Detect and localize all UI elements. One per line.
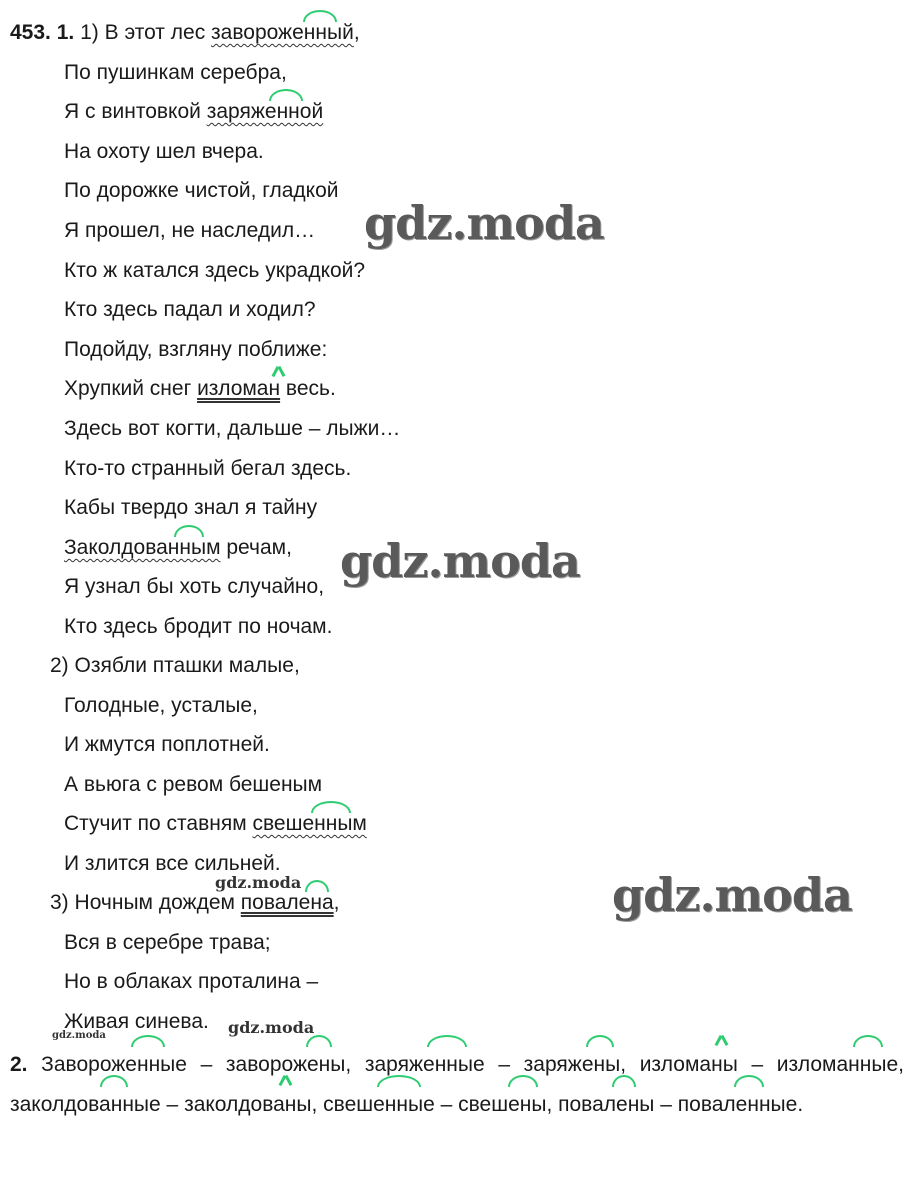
suffix-arc xyxy=(305,880,329,892)
suffix-arc xyxy=(586,1035,614,1047)
poem-line: Вся в серебре трава; xyxy=(64,931,271,954)
word-pair: заряжены xyxy=(524,1045,621,1085)
task-number: 453. xyxy=(10,21,51,44)
subtask-number: 2. xyxy=(10,1053,28,1076)
word-pair: поваленные xyxy=(678,1085,798,1125)
poem-line: Голодные, усталые, xyxy=(64,694,258,717)
word-pair: заряженные xyxy=(365,1045,485,1085)
poem-line: Кто здесь бродит по ночам. xyxy=(64,615,333,638)
suffix-arc xyxy=(303,10,337,22)
poem-line: Подойду, взгляну поближе: xyxy=(64,338,328,361)
poem-line: Хрупкий снег изломан весь. xyxy=(64,377,336,400)
poem-line: 3) Ночным дождем повалена , xyxy=(50,890,339,916)
poem-line: Я узнал бы хоть случайно, xyxy=(64,575,325,598)
poem-line: Здесь вот когти, дальше – лыжи… xyxy=(64,417,401,440)
poem-line: А вьюга с ревом бешеным xyxy=(64,773,323,796)
watermark: gdz.moda xyxy=(52,1030,106,1041)
marked-word: завороженный xyxy=(211,20,354,46)
word-pair: свешены xyxy=(458,1085,546,1125)
marked-word: изломан xyxy=(197,377,281,400)
suffix-arc xyxy=(427,1035,467,1047)
suffix-arc xyxy=(131,1035,165,1047)
marked-word: повалена xyxy=(241,890,334,916)
marked-word: заряженной xyxy=(207,99,323,125)
word-pair: изломанные xyxy=(777,1045,898,1085)
poem-line: По дорожке чистой, гладкой xyxy=(64,179,339,202)
suffix-arc xyxy=(612,1075,636,1087)
poem-label: 1) xyxy=(80,21,99,44)
poem-line: Кабы твердо знал я тайну xyxy=(64,496,318,519)
marked-word: Заколдованным xyxy=(64,535,221,561)
watermark: gdz.moda xyxy=(215,873,302,892)
poem-line: Кто ж катался здесь украдкой? xyxy=(64,259,366,282)
poem-label: 2) xyxy=(50,654,69,677)
subtask-number: 1. xyxy=(56,21,75,44)
word-pair: заворожены xyxy=(226,1045,345,1085)
suffix-arc xyxy=(269,89,303,101)
suffix-arc xyxy=(734,1075,764,1087)
task-part-2: 2. Завороженные – заворожены , заряженные – заряжены , изломаны – изломанные , заколдованные – заколдованы , свешенные – свешены , повалены – поваленные . xyxy=(10,1045,904,1125)
watermark: gdz.moda xyxy=(340,534,580,588)
watermark: gdz.moda xyxy=(612,868,852,922)
poem-line: Кто здесь падал и ходил? xyxy=(64,298,316,321)
poem-line: Я с винтовкой заряженной xyxy=(64,99,323,125)
poem-line: Но в облаках проталина – xyxy=(64,970,319,993)
poem-line: По пушинкам серебра, xyxy=(64,61,287,84)
suffix-arc xyxy=(311,801,351,813)
watermark: gdz.moda xyxy=(228,1018,315,1037)
poem-label: 3) xyxy=(50,891,69,914)
word-pair: изломаны xyxy=(639,1053,738,1076)
word-pair: повалены xyxy=(558,1085,654,1125)
poem-line: На охоту шел вчера. xyxy=(64,140,264,163)
word-pair: заколдованы xyxy=(184,1093,312,1116)
poem-line: 2) Озябли пташки малые, xyxy=(50,654,300,677)
poem-line: 453. 1. 1) В этот лес завороженный , xyxy=(10,20,360,46)
suffix-arc xyxy=(174,525,204,537)
poem-line: Я прошел, не наследил… xyxy=(64,219,316,242)
poem-line: Заколдованным речам, xyxy=(64,535,292,561)
word-pair: заколдованные xyxy=(10,1085,161,1125)
poem-line: Кто-то странный бегал здесь. xyxy=(64,457,352,480)
word-pair: свешенные xyxy=(323,1085,435,1125)
suffix-arc xyxy=(853,1035,883,1047)
poem-line: И жмутся поплотней. xyxy=(64,733,270,756)
watermark: gdz.moda xyxy=(364,196,604,250)
poem-line: Живая синева. xyxy=(64,1010,209,1033)
word-pair: Завороженные xyxy=(41,1045,187,1085)
poem-line: Стучит по ставням свешенным xyxy=(64,811,367,837)
marked-word: свешенным xyxy=(253,811,367,837)
poem-line: И злится все сильней. xyxy=(64,852,281,875)
